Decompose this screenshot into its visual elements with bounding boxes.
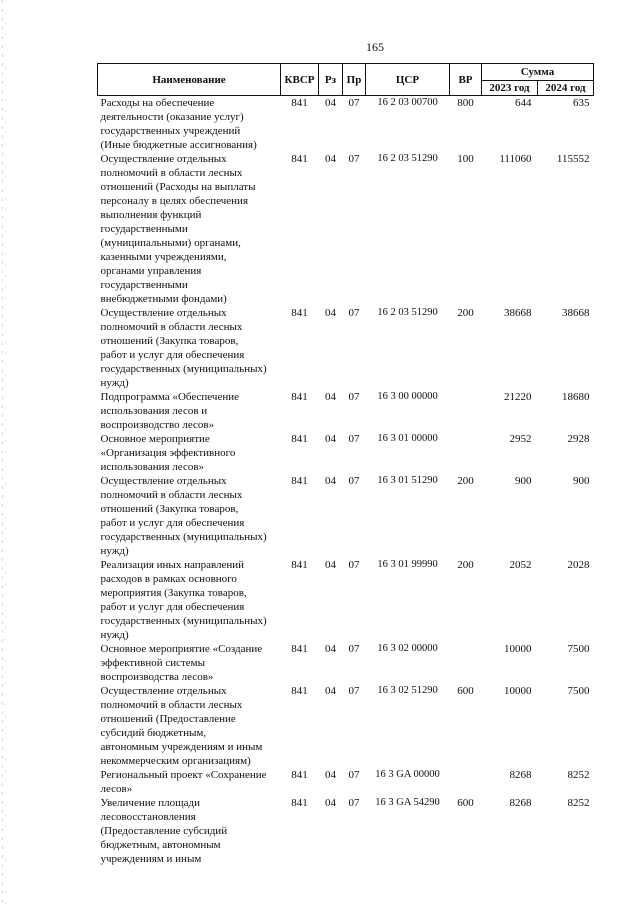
- row-name-line: воспроизводство лесов»: [100, 419, 215, 431]
- table-row: [98, 558, 594, 642]
- row-name-line: полномочий в области лесных: [100, 321, 243, 333]
- row-name-line: некоммерческим организациям): [100, 755, 251, 767]
- table-header: [98, 64, 594, 96]
- row-name-line: отношений (Закупка товаров,: [100, 503, 239, 515]
- row-name-line: нужд): [100, 629, 129, 641]
- row-sum-2024: 115552: [556, 153, 590, 165]
- header-vr: ВР: [450, 64, 482, 96]
- row-sum-2024: 8252: [567, 797, 590, 809]
- row-pr: 07: [348, 433, 360, 445]
- table-row: [98, 152, 594, 306]
- row-name: [98, 152, 281, 306]
- row-sum-2024: 38668: [562, 307, 590, 319]
- row-rz: 04: [325, 307, 336, 319]
- row-name-line: государственными: [100, 279, 188, 291]
- row-csr: 16 3 GA 54290: [375, 797, 440, 808]
- row-vr: [450, 390, 482, 432]
- row-name-line: лесовосстановления: [100, 811, 196, 823]
- header-rz: Рз: [319, 64, 343, 96]
- row-csr: 16 3 01 00000: [377, 433, 438, 444]
- row-sum-2024: 900: [573, 475, 590, 487]
- row-sum-2024: 2028: [567, 559, 590, 571]
- row-sum-2023: 8268: [509, 769, 532, 781]
- row-kvsr: 841: [291, 559, 308, 571]
- row-kvsr: 841: [291, 797, 308, 809]
- row-csr: 16 3 01 51290: [377, 475, 438, 486]
- row-kvsr: 841: [291, 307, 308, 319]
- row-vr: 200: [457, 475, 474, 487]
- row-pr: 07: [348, 559, 360, 571]
- row-pr: 07: [348, 769, 360, 781]
- row-sum-2023: 644: [515, 97, 532, 109]
- row-name-line: персоналу в целях обеспечения: [100, 195, 249, 207]
- row-name-line: Увеличение площади: [100, 797, 200, 809]
- row-csr: 16 2 03 00700: [377, 97, 438, 108]
- row-vr: [450, 768, 482, 796]
- row-sum-2023: 111060: [499, 153, 532, 165]
- page-number: 165: [366, 40, 384, 54]
- table-row: [98, 796, 594, 866]
- row-csr: 16 3 00 00000: [377, 391, 438, 402]
- table-row: [98, 306, 594, 390]
- row-sum-2023: 10000: [504, 685, 532, 697]
- row-rz: 04: [325, 559, 336, 571]
- row-rz: 04: [325, 391, 336, 403]
- row-name-line: полномочий в области лесных: [100, 699, 243, 711]
- table-row: [98, 474, 594, 558]
- row-name-line: Осуществление отдельных: [100, 685, 227, 697]
- header-year-2024: 2024 год: [538, 81, 594, 96]
- row-name-line: полномочий в области лесных: [100, 489, 243, 501]
- row-name-line: мероприятия (Закупка товаров,: [100, 587, 247, 599]
- row-name-line: эффективной системы: [100, 657, 206, 669]
- row-csr: 16 3 02 51290: [377, 685, 438, 696]
- row-csr: 16 2 03 51290: [377, 153, 438, 164]
- row-rz: 04: [325, 769, 336, 781]
- row-name-line: использования лесов»: [100, 461, 205, 473]
- row-kvsr: 841: [291, 391, 308, 403]
- row-name: [98, 306, 281, 390]
- row-pr: 07: [348, 97, 360, 109]
- row-name-line: (Предоставление субсидий: [100, 825, 228, 837]
- row-kvsr: 841: [291, 475, 308, 487]
- row-vr: 600: [457, 685, 474, 697]
- row-kvsr: 841: [291, 685, 308, 697]
- row-pr: 07: [348, 643, 360, 655]
- row-name-line: государственными: [100, 223, 188, 235]
- row-name-line: внебюджетными фондами): [100, 293, 227, 305]
- row-name-line: воспроизводства лесов»: [100, 671, 214, 683]
- row-pr: 07: [348, 685, 360, 697]
- row-rz: 04: [325, 685, 336, 697]
- row-name-line: использования лесов и: [100, 405, 208, 417]
- row-name: [98, 432, 281, 474]
- row-kvsr: 841: [291, 97, 308, 109]
- row-rz: 04: [325, 97, 336, 109]
- row-name-line: государственных (муниципальных): [100, 363, 267, 375]
- row-sum-2023: 900: [515, 475, 532, 487]
- row-name-line: полномочий в области лесных: [100, 167, 243, 179]
- table-body: [98, 96, 594, 867]
- row-rz: 04: [325, 643, 336, 655]
- header-sum: Сумма: [482, 64, 594, 81]
- row-pr: 07: [348, 307, 360, 319]
- row-name-line: Осуществление отдельных: [100, 475, 227, 487]
- row-name-line: (муниципальными) органами,: [100, 237, 241, 249]
- table-row: [98, 390, 594, 432]
- row-name-line: деятельности (оказание услуг): [100, 111, 244, 123]
- row-rz: 04: [325, 797, 336, 809]
- row-name-line: Основное мероприятие: [100, 433, 210, 445]
- row-vr: [450, 642, 482, 684]
- header-pr: Пр: [343, 64, 366, 96]
- row-vr: 600: [457, 797, 474, 809]
- row-vr: 200: [457, 559, 474, 571]
- row-name: [98, 768, 281, 796]
- header-kvsr: КВСР: [281, 64, 319, 96]
- row-name-line: субсидий бюджетным,: [100, 727, 207, 739]
- row-name: [98, 642, 281, 684]
- budget-table: [97, 63, 594, 866]
- row-name: [98, 390, 281, 432]
- row-pr: 07: [348, 797, 360, 809]
- row-sum-2023: 21220: [504, 391, 532, 403]
- table-row: [98, 684, 594, 768]
- row-name: [98, 474, 281, 558]
- row-csr: 16 3 02 00000: [377, 643, 438, 654]
- row-name-line: Основное мероприятие «Создание: [100, 643, 263, 655]
- row-name-line: автономным учреждениям и иным: [100, 741, 263, 753]
- row-vr: 800: [457, 97, 474, 109]
- row-name-line: Осуществление отдельных: [100, 307, 227, 319]
- row-rz: 04: [325, 475, 336, 487]
- row-name-line: органами управления: [100, 265, 202, 277]
- row-name-line: работ и услуг для обеспечения: [100, 601, 245, 613]
- row-sum-2023: 2952: [509, 433, 532, 445]
- row-csr: 16 3 GA 00000: [375, 769, 440, 780]
- row-sum-2023: 38668: [504, 307, 532, 319]
- row-kvsr: 841: [291, 643, 308, 655]
- table-row: [98, 432, 594, 474]
- header-name: Наименование: [98, 64, 281, 96]
- row-name-line: учреждениям и иным: [100, 853, 202, 865]
- row-name-line: нужд): [100, 545, 129, 557]
- row-name-line: государственных (муниципальных): [100, 615, 267, 627]
- scan-edge-artifact: [2, 0, 3, 905]
- row-sum-2024: 2928: [567, 433, 590, 445]
- row-name-line: Осуществление отдельных: [100, 153, 227, 165]
- row-name-line: расходов в рамках основного: [100, 573, 237, 585]
- row-kvsr: 841: [291, 433, 308, 445]
- row-name-line: казенными учреждениями,: [100, 251, 227, 263]
- row-name: [98, 558, 281, 642]
- row-vr: 100: [457, 153, 474, 165]
- row-sum-2023: 10000: [504, 643, 532, 655]
- row-name-line: работ и услуг для обеспечения: [100, 517, 245, 529]
- row-sum-2023: 2052: [509, 559, 532, 571]
- header-year-2023: 2023 год: [482, 81, 538, 96]
- row-name-line: Реализация иных направлений: [100, 559, 245, 571]
- row-sum-2024: 7500: [567, 643, 590, 655]
- row-rz: 04: [325, 153, 336, 165]
- row-kvsr: 841: [291, 153, 308, 165]
- row-name-line: работ и услуг для обеспечения: [100, 349, 245, 361]
- row-pr: 07: [348, 391, 360, 403]
- table-row: [98, 642, 594, 684]
- row-name-line: государственных учреждений: [100, 125, 241, 137]
- row-sum-2024: 635: [573, 97, 590, 109]
- row-sum-2024: 7500: [567, 685, 590, 697]
- row-name: [98, 684, 281, 768]
- row-name-line: лесов»: [100, 783, 133, 795]
- row-name-line: отношений (Расходы на выплаты: [100, 181, 256, 193]
- row-name-line: отношений (Закупка товаров,: [100, 335, 239, 347]
- table-row: [98, 96, 594, 153]
- row-vr: 200: [457, 307, 474, 319]
- scan-edge-artifact: [5, 0, 6, 905]
- row-name-line: государственных (муниципальных): [100, 531, 267, 543]
- row-name-line: бюджетным, автономным: [100, 839, 221, 851]
- row-name-line: (Иные бюджетные ассигнования): [100, 139, 257, 151]
- row-sum-2024: 18680: [562, 391, 590, 403]
- row-pr: 07: [348, 153, 360, 165]
- row-name-line: отношений (Предоставление: [100, 713, 236, 725]
- header-csr: ЦСР: [366, 64, 450, 96]
- row-csr: 16 2 03 51290: [377, 307, 438, 318]
- row-kvsr: 841: [291, 769, 308, 781]
- row-name-line: «Организация эффективного: [100, 447, 236, 459]
- row-name-line: выполнения функций: [100, 209, 202, 221]
- row-name: [98, 96, 281, 153]
- row-name-line: Расходы на обеспечение: [100, 97, 215, 109]
- row-name-line: Подпрограмма «Обеспечение: [100, 391, 239, 403]
- row-name-line: Региональный проект «Сохранение: [100, 769, 267, 781]
- row-name-line: нужд): [100, 377, 129, 389]
- row-pr: 07: [348, 475, 360, 487]
- row-vr: [450, 432, 482, 474]
- row-name: [98, 796, 281, 866]
- row-csr: 16 3 01 99990: [377, 559, 438, 570]
- row-sum-2024: 8252: [567, 769, 590, 781]
- table-row: [98, 768, 594, 796]
- row-rz: 04: [325, 433, 336, 445]
- row-sum-2023: 8268: [509, 797, 532, 809]
